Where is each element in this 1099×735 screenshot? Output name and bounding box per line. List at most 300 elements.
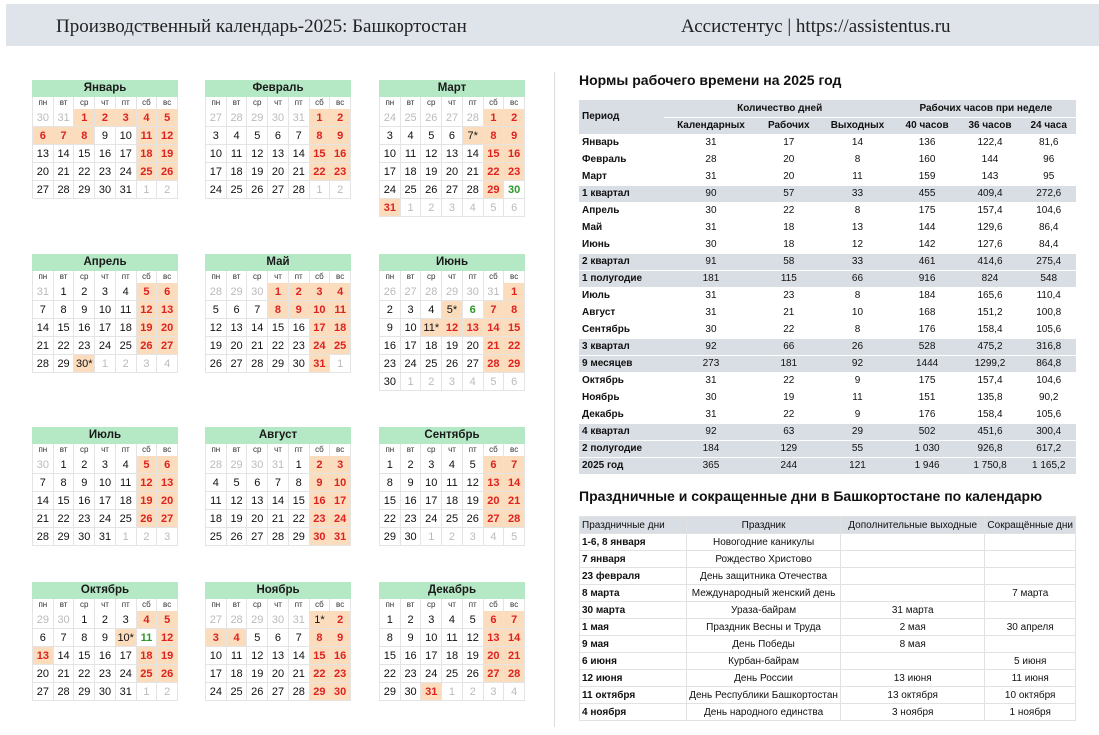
day-cell: 30* (74, 355, 95, 373)
day-cell: 20 (247, 510, 268, 528)
month-grid (379, 444, 525, 546)
holiday-cell (840, 534, 984, 551)
day-cell: 17 (206, 665, 227, 683)
norms-cell: 31 (664, 406, 759, 423)
day-cell: 5 (206, 301, 227, 319)
norms-cell: Август (579, 304, 664, 321)
day-cell: 5 (247, 629, 268, 647)
norms-row (579, 389, 1076, 406)
day-cell: 25 (401, 181, 422, 199)
day-cell: 21 (54, 665, 75, 683)
holiday-cell: 13 июня (840, 670, 984, 687)
weekday-label: пт (116, 97, 137, 109)
day-cell: 13 (484, 629, 505, 647)
day-cell: 10 (401, 319, 422, 337)
holiday-cell: 8 марта (580, 585, 687, 602)
day-cell: 27 (442, 109, 463, 127)
day-cell: 6 (33, 629, 54, 647)
day-cell: 3 (421, 456, 442, 474)
norms-cell: 105,6 (1021, 406, 1076, 423)
day-cell: 1 (268, 283, 289, 301)
day-cell: 8 (289, 474, 310, 492)
weekday-label: вс (330, 444, 351, 456)
norms-cell: 63 (758, 423, 819, 440)
day-cell: 26 (137, 510, 158, 528)
day-cell: 11 (227, 647, 248, 665)
norms-cell: 528 (896, 338, 959, 355)
day-cell: 6 (442, 127, 463, 145)
day-cell: 22 (310, 163, 331, 181)
day-cell: 6 (484, 611, 505, 629)
day-cell: 17 (116, 647, 137, 665)
day-cell: 25 (227, 181, 248, 199)
norms-cell: 1 750,8 (959, 457, 1022, 474)
norms-cell: 176 (896, 406, 959, 423)
day-cell: 11 (116, 474, 137, 492)
norms-cell: 8 (819, 202, 895, 219)
day-cell: 18 (442, 492, 463, 510)
day-cell: 15 (310, 145, 331, 163)
weekday-label: ср (247, 444, 268, 456)
day-cell: 25 (227, 683, 248, 701)
weekday-label: ср (421, 444, 442, 456)
holiday-cell: День России (687, 670, 841, 687)
norms-cell: 66 (819, 270, 895, 287)
day-cell: 4 (206, 474, 227, 492)
day-cell: 16 (310, 492, 331, 510)
norms-row (579, 372, 1076, 389)
weekday-label: сб (137, 444, 158, 456)
day-cell: 30 (33, 456, 54, 474)
day-cell: 18 (116, 492, 137, 510)
norms-cell: 157,4 (959, 372, 1022, 389)
day-cell: 27 (268, 181, 289, 199)
day-cell: 13 (157, 301, 178, 319)
day-cell: 3 (206, 629, 227, 647)
day-cell: 3 (421, 611, 442, 629)
month-name: Апрель (32, 254, 178, 271)
day-cell: 20 (157, 319, 178, 337)
day-cell: 20 (268, 163, 289, 181)
day-cell: 20 (157, 492, 178, 510)
day-cell: 23 (74, 510, 95, 528)
day-cell: 11 (227, 145, 248, 163)
day-cell: 8 (380, 474, 401, 492)
norms-cell: 144 (896, 219, 959, 236)
day-cell: 18 (227, 163, 248, 181)
norms-row (579, 440, 1076, 457)
day-cell: 17 (310, 319, 331, 337)
holiday-cell (985, 602, 1076, 619)
norms-cell: 96 (1021, 151, 1076, 168)
day-cell: 3 (206, 127, 227, 145)
day-cell: 4 (116, 456, 137, 474)
norms-cell: 168 (896, 304, 959, 321)
day-cell: 7 (247, 301, 268, 319)
day-cell: 18 (330, 319, 351, 337)
weekday-label: вт (227, 599, 248, 611)
norms-cell: 18 (758, 219, 819, 236)
norms-cell: 110,4 (1021, 287, 1076, 304)
day-cell: 19 (247, 665, 268, 683)
day-cell: 12 (157, 127, 178, 145)
norms-cell: 1444 (896, 355, 959, 372)
day-cell: 11 (401, 145, 422, 163)
day-cell: 29 (289, 528, 310, 546)
norms-cell: 144 (959, 151, 1022, 168)
day-cell: 16 (95, 145, 116, 163)
day-cell: 26 (380, 283, 401, 301)
norms-cell: Сентябрь (579, 321, 664, 338)
day-cell: 18 (116, 319, 137, 337)
day-cell: 4 (137, 611, 158, 629)
page-title: Производственный календарь-2025: Башкортостан (56, 16, 467, 37)
month-grid (205, 444, 351, 546)
day-cell: 16 (380, 337, 401, 355)
holiday-cell: Курбан-байрам (687, 653, 841, 670)
weekday-label: вт (227, 271, 248, 283)
holiday-cell: 23 февраля (580, 568, 687, 585)
norms-cell: 21 (758, 304, 819, 321)
weekday-label: пн (33, 444, 54, 456)
month-1 (205, 80, 351, 199)
norms-cell: 414,6 (959, 253, 1022, 270)
day-cell: 2 (330, 181, 351, 199)
header-bar (6, 4, 1099, 46)
weekday-label: пт (463, 97, 484, 109)
day-cell: 8 (268, 301, 289, 319)
holiday-cell: 7 января (580, 551, 687, 568)
month-name: Март (379, 80, 525, 97)
weekday-label: чт (442, 271, 463, 283)
day-cell: 26 (463, 665, 484, 683)
month-name: Декабрь (379, 582, 525, 599)
norms-cell: 33 (819, 253, 895, 270)
norms-cell: 1 квартал (579, 185, 664, 202)
site-link[interactable]: Ассистентус | https://assistentus.ru (681, 16, 951, 37)
day-cell: 18 (137, 145, 158, 163)
norms-cell: 17 (758, 134, 819, 151)
norms-cell: 365 (664, 457, 759, 474)
day-cell: 2 (116, 355, 137, 373)
norms-cell: 1 полугодие (579, 270, 664, 287)
holiday-cell (985, 534, 1076, 551)
day-cell: 14 (54, 647, 75, 665)
day-cell: 18 (206, 510, 227, 528)
day-cell: 25 (442, 665, 463, 683)
month-8 (379, 427, 525, 546)
day-cell: 10 (206, 647, 227, 665)
day-cell: 3 (442, 373, 463, 391)
norms-cell: 184 (896, 287, 959, 304)
weekday-label: чт (442, 444, 463, 456)
day-cell: 14 (504, 629, 525, 647)
day-cell: 4 (442, 456, 463, 474)
day-cell: 28 (227, 611, 248, 629)
weekday-label: чт (95, 271, 116, 283)
day-cell: 11 (206, 492, 227, 510)
day-cell: 6 (504, 373, 525, 391)
day-cell: 7 (289, 629, 310, 647)
day-cell: 29 (54, 355, 75, 373)
day-cell: 20 (484, 492, 505, 510)
day-cell: 27 (484, 665, 505, 683)
day-cell: 9 (401, 629, 422, 647)
day-cell: 18 (401, 163, 422, 181)
holiday-cell: 30 марта (580, 602, 687, 619)
day-cell: 3 (401, 301, 422, 319)
holiday-cell (840, 551, 984, 568)
day-cell: 16 (74, 492, 95, 510)
day-cell: 23 (95, 163, 116, 181)
day-cell: 29 (268, 355, 289, 373)
norms-cell: Январь (579, 134, 664, 151)
day-cell: 21 (289, 665, 310, 683)
holiday-cell: 5 июня (985, 653, 1076, 670)
norms-cell: 95 (1021, 168, 1076, 185)
norms-cell: 26 (819, 338, 895, 355)
holiday-cell: 1 мая (580, 619, 687, 636)
day-cell: 3 (442, 199, 463, 217)
day-cell: 26 (157, 163, 178, 181)
day-cell: 31 (484, 283, 505, 301)
day-cell: 15 (74, 145, 95, 163)
weekday-label: вс (330, 271, 351, 283)
day-cell: 27 (33, 181, 54, 199)
norms-col: Рабочих (758, 117, 819, 134)
norms-cell: 9 месяцев (579, 355, 664, 372)
day-cell: 10 (116, 127, 137, 145)
day-cell: 24 (401, 355, 422, 373)
day-cell: 5 (137, 283, 158, 301)
norms-cell: 1299,2 (959, 355, 1022, 372)
day-cell: 24 (310, 337, 331, 355)
day-cell: 23 (401, 665, 422, 683)
day-cell: 8 (74, 127, 95, 145)
norms-cell: 105,6 (1021, 321, 1076, 338)
weekday-label: чт (268, 271, 289, 283)
holiday-cell: 11 июня (985, 670, 1076, 687)
norms-cell: 165,6 (959, 287, 1022, 304)
day-cell: 30 (247, 283, 268, 301)
weekday-label: ср (421, 271, 442, 283)
day-cell: 28 (421, 283, 442, 301)
month-name: Май (205, 254, 351, 271)
day-cell: 23 (95, 665, 116, 683)
day-cell: 10* (116, 629, 137, 647)
norms-row (579, 270, 1076, 287)
day-cell: 1 (289, 456, 310, 474)
day-cell: 11 (330, 301, 351, 319)
day-cell: 30 (504, 181, 525, 199)
day-cell: 14 (54, 145, 75, 163)
day-cell: 10 (421, 474, 442, 492)
weekday-label: пт (289, 599, 310, 611)
day-cell: 19 (206, 337, 227, 355)
day-cell: 8 (380, 629, 401, 647)
norms-cell: 33 (819, 185, 895, 202)
day-cell: 12 (442, 319, 463, 337)
norms-cell: 548 (1021, 270, 1076, 287)
day-cell: 15 (268, 319, 289, 337)
holidays-table (579, 516, 1076, 721)
norms-cell: 10 (819, 304, 895, 321)
day-cell: 13 (463, 319, 484, 337)
norms-cell: 104,6 (1021, 202, 1076, 219)
holiday-row (580, 551, 1076, 568)
holiday-cell (840, 568, 984, 585)
day-cell: 28 (463, 109, 484, 127)
day-cell: 19 (463, 492, 484, 510)
day-cell: 21 (268, 510, 289, 528)
norms-cell: 31 (664, 134, 759, 151)
day-cell: 15 (380, 492, 401, 510)
day-cell: 29 (74, 683, 95, 701)
day-cell: 28 (504, 665, 525, 683)
day-cell: 30 (54, 611, 75, 629)
day-cell: 4 (330, 283, 351, 301)
norms-cell: 121 (819, 457, 895, 474)
norms-cell: 300,4 (1021, 423, 1076, 440)
day-cell: 23 (330, 665, 351, 683)
day-cell: 6 (247, 474, 268, 492)
day-cell: 2 (95, 611, 116, 629)
day-cell: 4 (442, 611, 463, 629)
day-cell: 20 (442, 163, 463, 181)
day-cell: 8 (310, 629, 331, 647)
day-cell: 12 (463, 474, 484, 492)
day-cell: 7 (504, 456, 525, 474)
norms-row (579, 423, 1076, 440)
month-name: Октябрь (32, 582, 178, 599)
norms-cell: 129,6 (959, 219, 1022, 236)
day-cell: 7 (484, 301, 505, 319)
day-cell: 23 (289, 337, 310, 355)
month-grid (379, 97, 525, 217)
day-cell: 6 (157, 456, 178, 474)
norms-cell: 244 (758, 457, 819, 474)
norms-cell: 502 (896, 423, 959, 440)
day-cell: 25 (206, 528, 227, 546)
day-cell: 19 (442, 337, 463, 355)
day-cell: 14 (289, 647, 310, 665)
norms-row (579, 168, 1076, 185)
norms-cell: 127,6 (959, 236, 1022, 253)
day-cell: 24 (380, 109, 401, 127)
day-cell: 9 (504, 127, 525, 145)
weekday-label: вс (504, 599, 525, 611)
norms-cell: Июль (579, 287, 664, 304)
norms-cell: 31 (664, 287, 759, 304)
norms-cell: Июнь (579, 236, 664, 253)
day-cell: 12 (463, 629, 484, 647)
day-cell: 29 (380, 528, 401, 546)
day-cell: 5 (463, 611, 484, 629)
day-cell: 12 (137, 301, 158, 319)
norms-cell: 84,4 (1021, 236, 1076, 253)
norms-cell: 157,4 (959, 202, 1022, 219)
norms-cell: 11 (819, 389, 895, 406)
day-cell: 22 (484, 163, 505, 181)
norms-row (579, 304, 1076, 321)
weekday-label: вт (401, 444, 422, 456)
norms-row (579, 134, 1076, 151)
weekday-label: ср (421, 97, 442, 109)
holiday-cell: 10 октября (985, 687, 1076, 704)
day-cell: 14 (33, 492, 54, 510)
day-cell: 9 (401, 474, 422, 492)
day-cell: 2 (74, 456, 95, 474)
day-cell: 20 (463, 337, 484, 355)
day-cell: 30 (33, 109, 54, 127)
day-cell: 29 (442, 283, 463, 301)
weekday-label: пт (289, 444, 310, 456)
day-cell: 11 (137, 629, 158, 647)
day-cell: 6 (268, 127, 289, 145)
holiday-cell: 31 марта (840, 602, 984, 619)
norms-cell: 23 (758, 287, 819, 304)
day-cell: 27 (463, 355, 484, 373)
day-cell: 30 (289, 355, 310, 373)
day-cell: 3 (116, 109, 137, 127)
day-cell: 31 (116, 181, 137, 199)
norms-row (579, 338, 1076, 355)
day-cell: 5 (484, 199, 505, 217)
day-cell: 1 (54, 283, 75, 301)
day-cell: 29 (227, 283, 248, 301)
weekday-label: сб (484, 271, 505, 283)
day-cell: 22 (74, 665, 95, 683)
day-cell: 24 (206, 683, 227, 701)
day-cell: 9 (74, 301, 95, 319)
norms-cell: 104,6 (1021, 372, 1076, 389)
norms-cell: 926,8 (959, 440, 1022, 457)
day-cell: 13 (268, 145, 289, 163)
norms-cell: 451,6 (959, 423, 1022, 440)
day-cell: 31 (289, 109, 310, 127)
day-cell: 22 (380, 665, 401, 683)
hol-col: Праздник (687, 517, 841, 534)
day-cell: 26 (206, 355, 227, 373)
norms-cell: 151,2 (959, 304, 1022, 321)
norms-cell: 3 квартал (579, 338, 664, 355)
day-cell: 30 (247, 456, 268, 474)
day-cell: 14 (33, 319, 54, 337)
norms-cell: 91 (664, 253, 759, 270)
weekday-label: пт (289, 271, 310, 283)
norms-cell: 175 (896, 372, 959, 389)
day-cell: 4 (463, 373, 484, 391)
day-cell: 9 (95, 629, 116, 647)
day-cell: 28 (463, 181, 484, 199)
norms-row (579, 457, 1076, 474)
day-cell: 26 (442, 355, 463, 373)
day-cell: 6 (268, 629, 289, 647)
month-name: Ноябрь (205, 582, 351, 599)
day-cell: 7 (289, 127, 310, 145)
norms-cell: Декабрь (579, 406, 664, 423)
month-grid (205, 97, 351, 199)
weekday-label: сб (484, 97, 505, 109)
day-cell: 13 (227, 319, 248, 337)
day-cell: 28 (206, 456, 227, 474)
day-cell: 27 (247, 528, 268, 546)
day-cell: 17 (95, 319, 116, 337)
day-cell: 31 (268, 456, 289, 474)
month-grid (32, 97, 178, 199)
norms-cell: 151 (896, 389, 959, 406)
day-cell: 1 (310, 109, 331, 127)
